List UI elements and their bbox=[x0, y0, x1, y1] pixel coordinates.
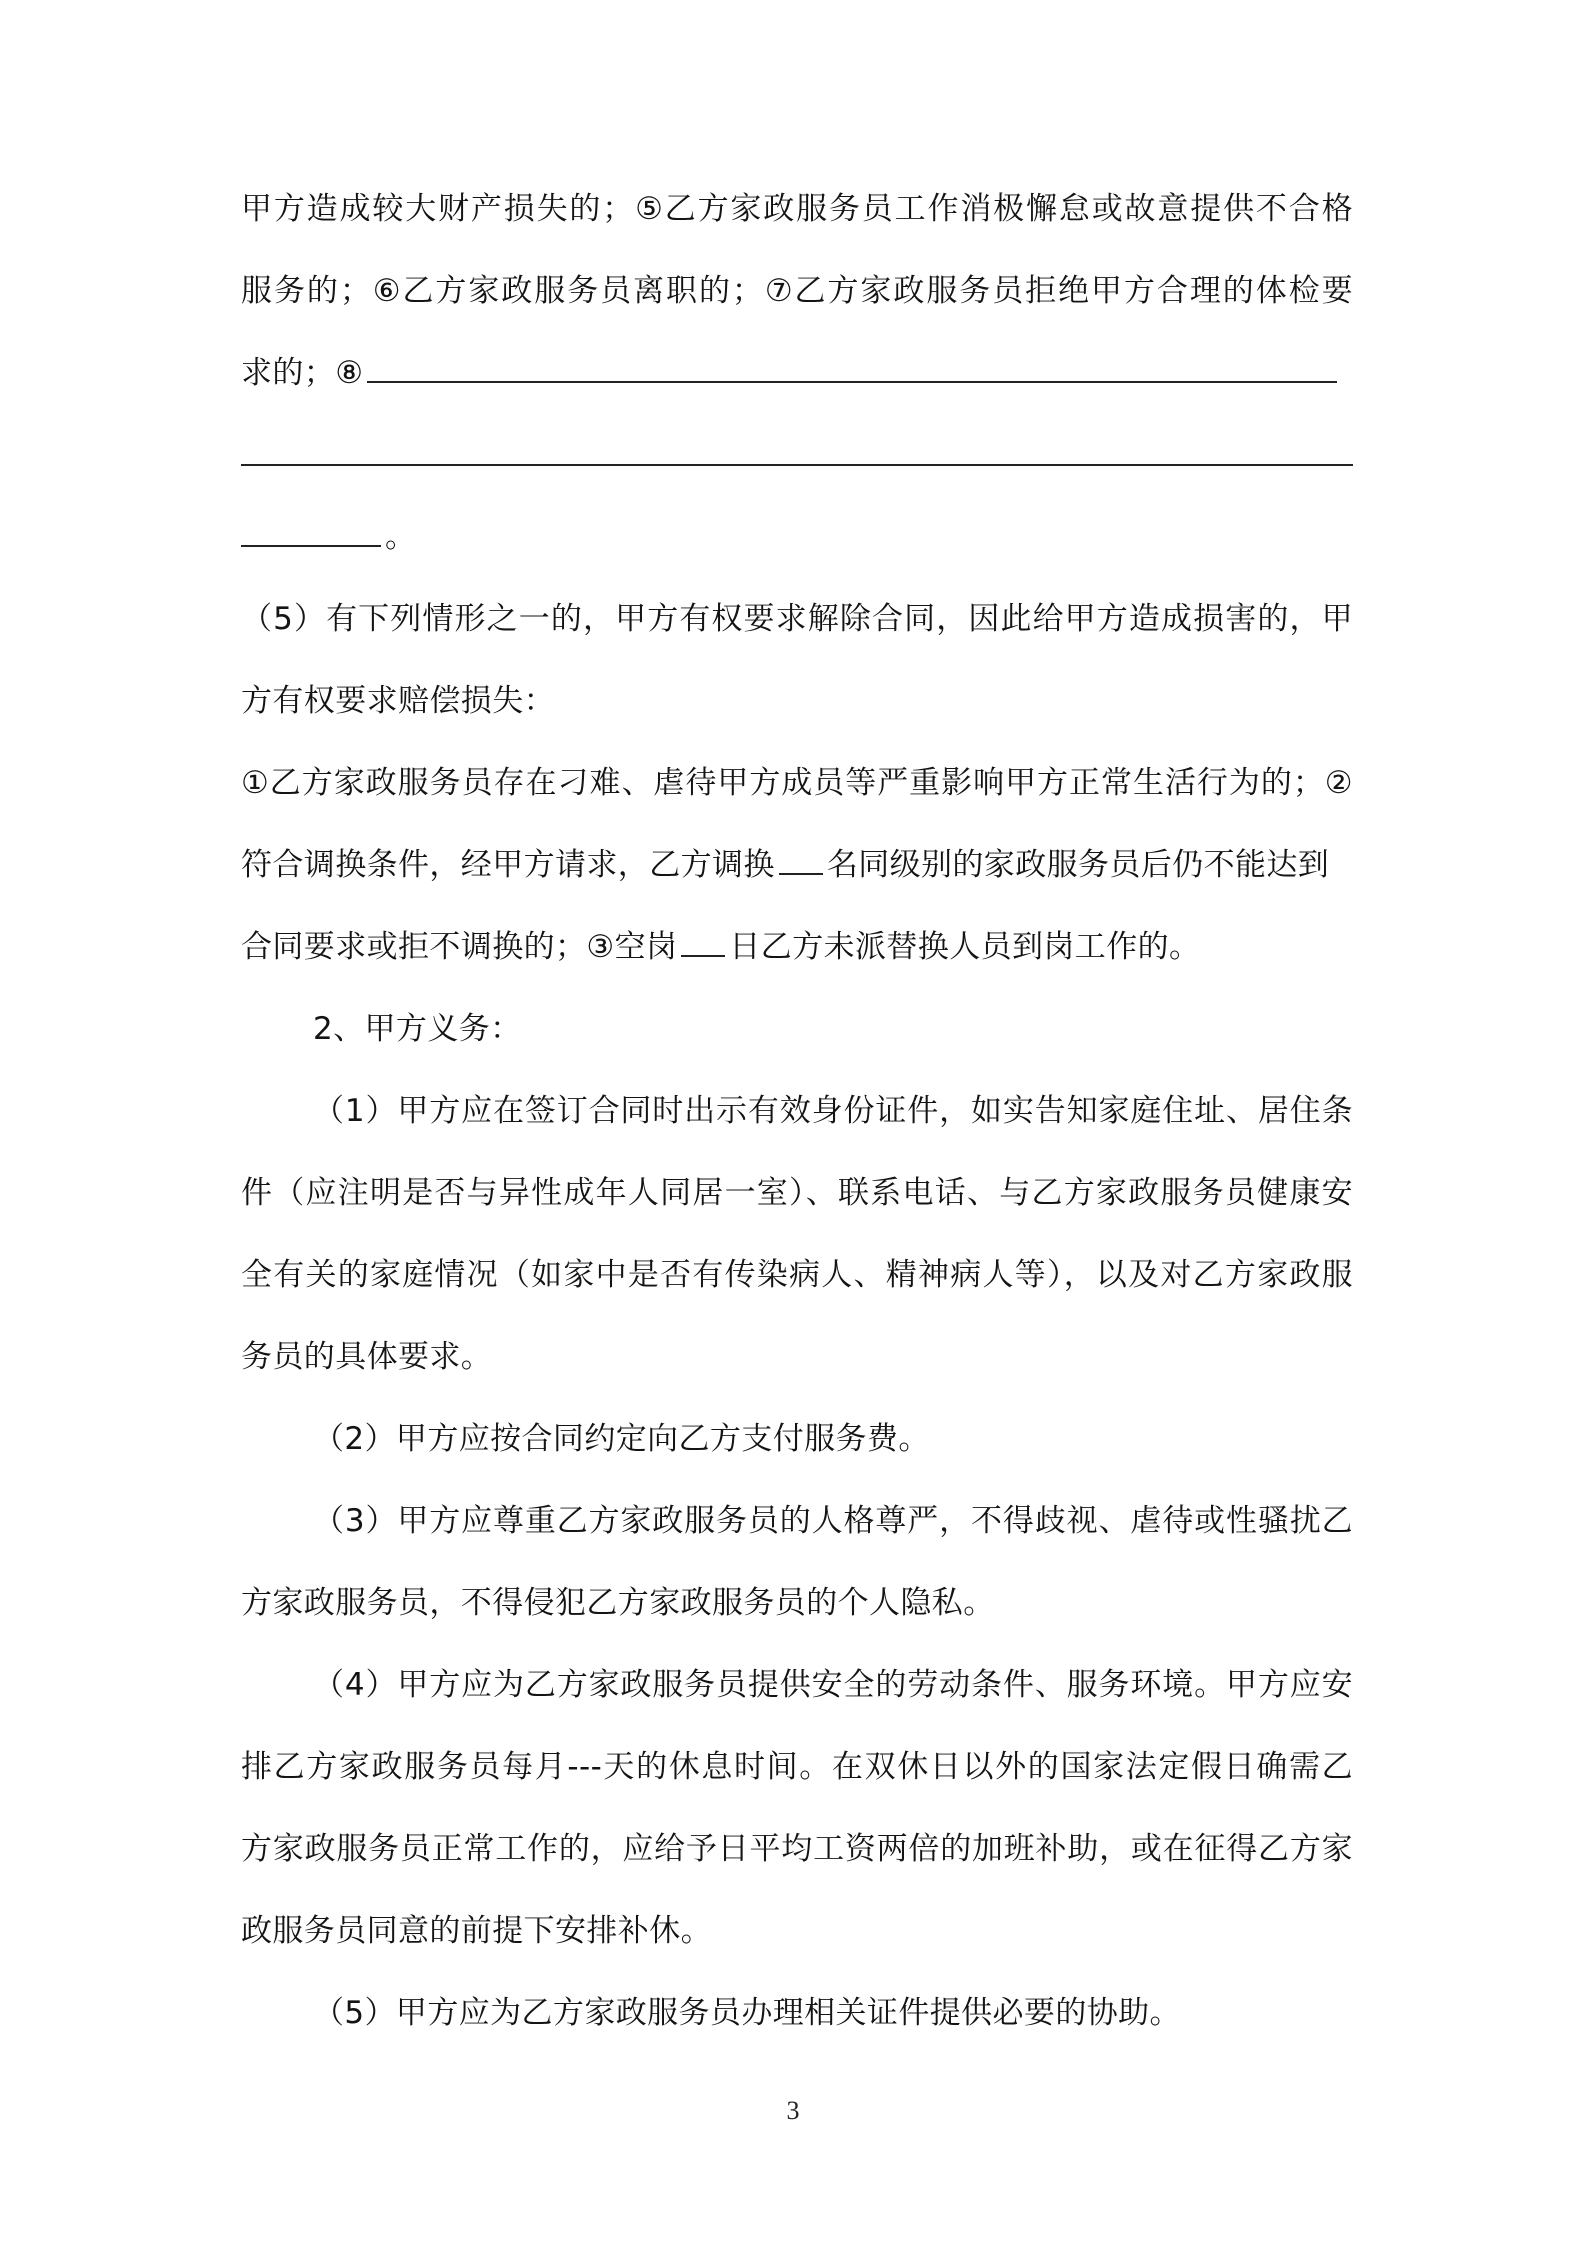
fill-in-blank bbox=[681, 925, 725, 957]
text-fragment: 符合调换条件，经甲方请求，乙方调换 bbox=[241, 847, 775, 883]
text-fragment: 日乙方未派替换人员到岗工作的。 bbox=[729, 929, 1201, 965]
text-line: （1）甲方应在签订合同时出示有效身份证件，如实告知家庭住址、居住条 bbox=[313, 1093, 1353, 1129]
text-line: 政服务员同意的前提下安排补休。 bbox=[241, 1913, 712, 1949]
text-line: ①乙方家政服务员存在刁难、虐待甲方成员等严重影响甲方正常生活行为的；② bbox=[241, 765, 1353, 801]
text-line: （2）甲方应按合同约定向乙方支付服务费。 bbox=[313, 1421, 930, 1457]
fill-in-blank bbox=[241, 515, 381, 547]
text-line: 服务的；⑥乙方家政服务员离职的；⑦乙方家政服务员拒绝甲方合理的体检要 bbox=[241, 273, 1353, 309]
text-line: （4）甲方应为乙方家政服务员提供安全的劳动条件、服务环境。甲方应安 bbox=[313, 1667, 1353, 1703]
text-line: 甲方造成较大财产损失的；⑤乙方家政服务员工作消极懈怠或故意提供不合格 bbox=[241, 191, 1353, 227]
text-line: 件（应注明是否与异性成年人同居一室）、联系电话、与乙方家政服务员健康安 bbox=[241, 1175, 1353, 1211]
text-line: （5）甲方应为乙方家政服务员办理相关证件提供必要的协助。 bbox=[313, 1995, 1181, 2031]
fill-in-blank-line bbox=[241, 414, 1353, 496]
text-line: 方家政服务员，不得侵犯乙方家政服务员的个人隐私。 bbox=[241, 1585, 995, 1621]
text-line: 排乙方家政服务员每月---天的休息时间。在双休日以外的国家法定假日确需乙 bbox=[241, 1749, 1353, 1785]
section-heading: 2、甲方义务： bbox=[313, 1011, 522, 1047]
fill-in-blank bbox=[779, 843, 823, 875]
text-line: 方家政服务员正常工作的，应给予日平均工资两倍的加班补助，或在征得乙方家 bbox=[241, 1831, 1353, 1867]
text-line-with-blank bbox=[241, 496, 1353, 578]
text-line: （5）有下列情形之一的，甲方有权要求解除合同，因此给甲方造成损害的，甲 bbox=[241, 601, 1353, 637]
document-body bbox=[241, 168, 1353, 2054]
text-line-with-blank bbox=[241, 824, 1353, 906]
text-fragment: 。 bbox=[385, 519, 417, 555]
text-line: （3）甲方应尊重乙方家政服务员的人格尊严，不得歧视、虐待或性骚扰乙 bbox=[313, 1503, 1353, 1539]
text-fragment: 名同级别的家政服务员后仍不能达到 bbox=[826, 847, 1330, 883]
fill-in-blank bbox=[367, 351, 1337, 383]
text-line: 全有关的家庭情况（如家中是否有传染病人、精神病人等），以及对乙方家政服 bbox=[241, 1257, 1353, 1293]
page-number: 3 bbox=[786, 2096, 800, 2125]
text-line: 务员的具体要求。 bbox=[241, 1339, 493, 1375]
text-fragment: 合同要求或拒不调换的；③空岗 bbox=[241, 929, 678, 965]
text-fragment: 求的；⑧ bbox=[241, 355, 364, 391]
text-line-with-blank bbox=[241, 906, 1353, 988]
text-line: 方有权要求赔偿损失： bbox=[241, 683, 555, 719]
text-line-with-blank bbox=[241, 332, 1353, 414]
